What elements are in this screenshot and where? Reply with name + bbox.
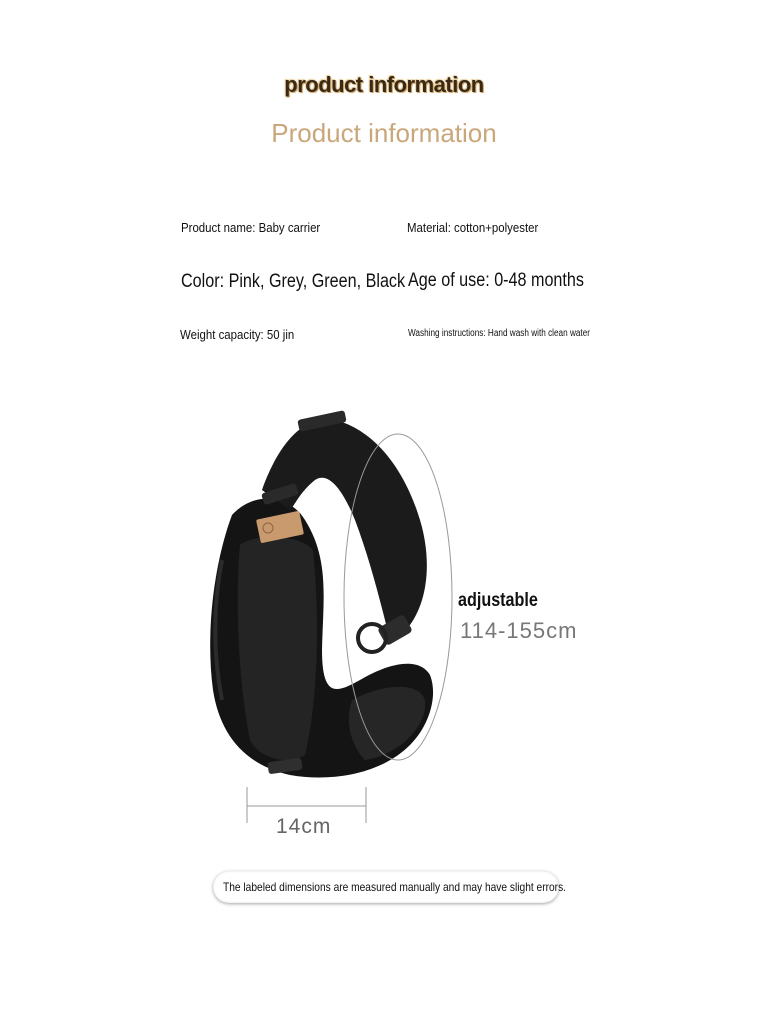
spec-washing: Washing instructions: Hand wash with clean water <box>408 328 591 339</box>
spec-material: Material: cotton+polyester <box>407 220 539 235</box>
spec-weight: Weight capacity: 50 jin <box>180 327 295 342</box>
baby-carrier-image <box>180 400 480 800</box>
note-text: The labeled dimensions are measured manually and may have slight errors. <box>223 880 567 894</box>
mesh-pocket <box>349 687 425 760</box>
page-title: Product information <box>271 118 497 148</box>
spec-product-name: Product name: Baby carrier <box>181 220 321 235</box>
strap-length-label: 114-155cm <box>460 618 578 643</box>
spec-age: Age of use: 0-48 months <box>408 270 584 291</box>
mesh-panel <box>238 537 317 760</box>
spec-color: Color: Pink, Grey, Green, Black <box>181 271 406 292</box>
strap-ring <box>358 624 386 652</box>
width-label: 14cm <box>276 815 332 838</box>
page-title-stylized: product information <box>284 72 484 97</box>
adjustable-label: adjustable <box>458 590 538 611</box>
